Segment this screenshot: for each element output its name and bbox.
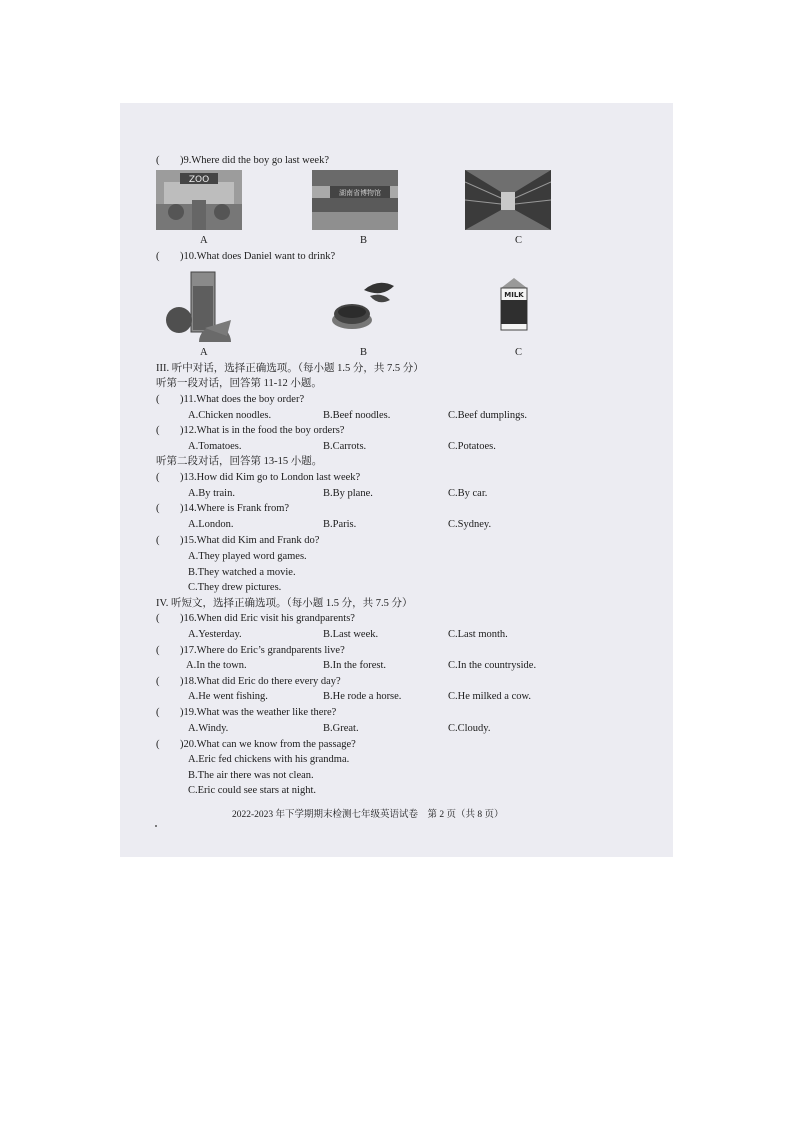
option-b: B.Paris. xyxy=(323,519,357,530)
museum-sign: 湖南省博物馆 xyxy=(339,189,381,197)
option-b: B.Beef noodles. xyxy=(323,410,391,421)
zoo-gate-image xyxy=(156,170,242,230)
tea-cup-image xyxy=(330,276,398,336)
option-c: C.Sydney. xyxy=(448,519,492,530)
orange-juice-image xyxy=(165,268,233,344)
option-c: C.Potatoes. xyxy=(448,441,496,452)
question-13: )13.How did Kim go to London last week? xyxy=(180,472,361,483)
answer-paren: ( xyxy=(156,155,160,166)
option-a: A.He went fishing. xyxy=(188,691,268,702)
milk-carton-image xyxy=(497,276,531,332)
library-image xyxy=(465,170,551,230)
option-a: A.Chicken noodles. xyxy=(188,410,272,421)
answer-paren: ( xyxy=(156,425,160,436)
option-label-a: A xyxy=(200,347,208,358)
question-9: )9.Where did the boy go last week? xyxy=(180,155,329,166)
question-15: )15.What did Kim and Frank do? xyxy=(180,535,320,546)
option-b: B.Carrots. xyxy=(323,441,367,452)
option-a: A.Tomatoes. xyxy=(188,441,242,452)
museum-image xyxy=(312,170,398,230)
option-a: A.Eric fed chickens with his grandma. xyxy=(188,754,350,765)
question-16: )16.When did Eric visit his grandparents? xyxy=(180,613,355,624)
option-label-b: B xyxy=(360,235,368,246)
question-19: )19.What was the weather like there? xyxy=(180,707,337,718)
answer-paren: ( xyxy=(156,707,160,718)
section-4-title: IV. 听短文，选择正确选项。（每小题 1.5 分，共 7.5 分） xyxy=(156,598,413,609)
option-b: B.Last week. xyxy=(323,629,379,640)
option-b: B.The air there was not clean. xyxy=(188,770,314,781)
answer-paren: ( xyxy=(156,394,160,405)
answer-paren: ( xyxy=(156,251,160,262)
option-a: A.Yesterday. xyxy=(188,629,242,640)
option-b: B.They watched a movie. xyxy=(188,567,296,578)
question-17: )17.Where do Eric’s grandparents live? xyxy=(180,645,345,656)
answer-paren: ( xyxy=(156,472,160,483)
scan-speck xyxy=(155,825,157,827)
dialog-1-instruction: 听第一段对话，回答第 11-12 小题。 xyxy=(156,378,322,389)
answer-paren: ( xyxy=(156,503,160,514)
option-c: C.Last month. xyxy=(448,629,508,640)
option-label-c: C xyxy=(515,235,523,246)
section-3-title: III. 听中对话，选择正确选项。（每小题 1.5 分，共 7.5 分） xyxy=(156,363,424,374)
question-14: )14.Where is Frank from? xyxy=(180,503,290,514)
option-b: B.Great. xyxy=(323,723,359,734)
answer-paren: ( xyxy=(156,676,160,687)
question-10: )10.What does Daniel want to drink? xyxy=(180,251,336,262)
option-a: A.In the town. xyxy=(186,660,247,671)
milk-label: MILK xyxy=(504,291,524,299)
option-c: C.They drew pictures. xyxy=(188,582,282,593)
option-c: C.He milked a cow. xyxy=(448,691,532,702)
question-18: )18.What did Eric do there every day? xyxy=(180,676,341,687)
question-12: )12.What is in the food the boy orders? xyxy=(180,425,345,436)
dialog-2-instruction: 听第二段对话，回答第 13-15 小题。 xyxy=(156,456,323,467)
question-20: )20.What can we know from the passage? xyxy=(180,739,356,750)
answer-paren: ( xyxy=(156,645,160,656)
option-a: A.They played word games. xyxy=(188,551,307,562)
option-b: B.By plane. xyxy=(323,488,373,499)
zoo-sign: ZOO xyxy=(188,175,210,185)
question-11: )11.What does the boy order? xyxy=(180,394,305,405)
option-a: A.By train. xyxy=(188,488,235,499)
option-a: A.Windy. xyxy=(188,723,229,734)
option-label-c: C xyxy=(515,347,523,358)
answer-paren: ( xyxy=(156,613,160,624)
option-label-b: B xyxy=(360,347,368,358)
answer-paren: ( xyxy=(156,739,160,750)
option-c: C.In the countryside. xyxy=(448,660,537,671)
option-b: B.In the forest. xyxy=(323,660,386,671)
answer-paren: ( xyxy=(156,535,160,546)
option-c: C.Beef dumplings. xyxy=(448,410,528,421)
option-c: C.Eric could see stars at night. xyxy=(188,785,317,796)
option-a: A.London. xyxy=(188,519,234,530)
page-footer: 2022-2023 年下学期期末检测七年级英语试卷 第 2 页（共 8 页） xyxy=(232,810,504,820)
option-b: B.He rode a horse. xyxy=(323,691,402,702)
option-label-a: A xyxy=(200,235,208,246)
option-c: C.By car. xyxy=(448,488,488,499)
option-c: C.Cloudy. xyxy=(448,723,491,734)
